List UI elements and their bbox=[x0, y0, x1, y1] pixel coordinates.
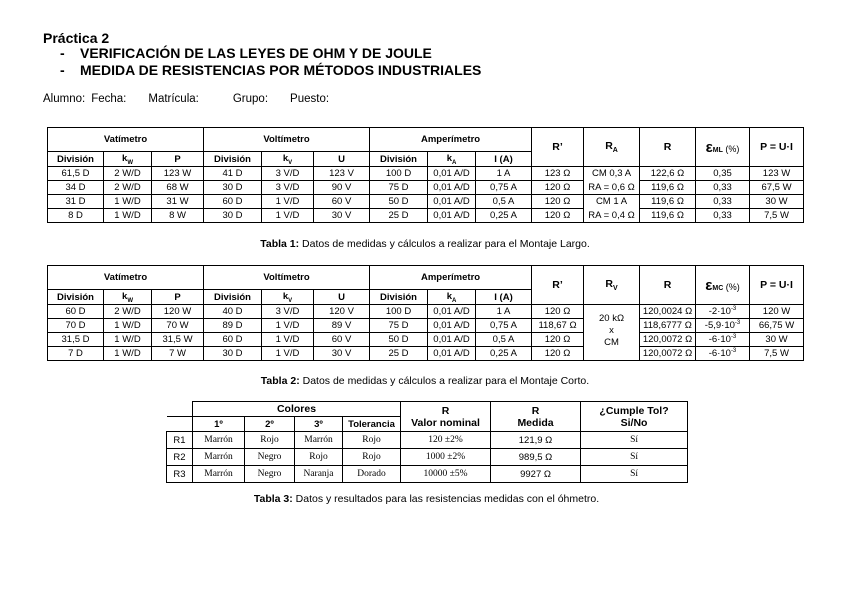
cell: 100 D bbox=[370, 305, 428, 319]
cell: 30 V bbox=[314, 347, 370, 361]
sub-division: División bbox=[48, 290, 104, 305]
cell: Rojo bbox=[295, 449, 343, 466]
cell: 7 W bbox=[152, 347, 204, 361]
heading-item-1-text: VERIFICACIÓN DE LAS LEYES DE OHM Y DE JOULE bbox=[80, 45, 432, 61]
cell: 120 W bbox=[750, 305, 804, 319]
cell: 120 Ω bbox=[532, 209, 584, 223]
cell: Rojo bbox=[343, 432, 401, 449]
heading-item-2: - MEDIDA DE RESISTENCIAS POR MÉTODOS INDUSTRIALES bbox=[60, 62, 482, 78]
cell: Dorado bbox=[343, 466, 401, 483]
sub-kv: $k_V$ bbox=[262, 152, 314, 167]
cell: 30 V bbox=[314, 209, 370, 223]
table-row bbox=[48, 195, 804, 209]
cell: 120,0072 Ω bbox=[640, 333, 696, 347]
cell: 89 V bbox=[314, 319, 370, 333]
heading-item-1: - VERIFICACIÓN DE LAS LEYES DE OHM Y DE JOULE bbox=[60, 45, 432, 61]
alumno-field: Alumno: bbox=[43, 93, 86, 105]
cell: 60 V bbox=[314, 195, 370, 209]
cell: Marrón bbox=[295, 432, 343, 449]
cell: 1 A bbox=[476, 167, 532, 181]
header-colores: Colores bbox=[193, 402, 401, 417]
sub-u: U bbox=[314, 152, 370, 167]
sub-division: División bbox=[204, 290, 262, 305]
table-row bbox=[167, 449, 688, 466]
sub-division: División bbox=[370, 290, 428, 305]
cell: 0,5 A bbox=[476, 333, 532, 347]
cell: Sí bbox=[581, 449, 688, 466]
header-eps-ml: εML (%) bbox=[696, 128, 750, 167]
cell: $-5,9\cdot 10^{-3}$ bbox=[696, 319, 750, 333]
header-voltimetro: Voltímetro bbox=[204, 128, 370, 152]
cell: Negro bbox=[245, 466, 295, 483]
cell: 1 V/D bbox=[262, 347, 314, 361]
cell: 120 Ω bbox=[532, 195, 584, 209]
sub-ka: $k_A$ bbox=[428, 152, 476, 167]
cell: 75 D bbox=[370, 319, 428, 333]
sub-division: División bbox=[48, 152, 104, 167]
cell: $-6\cdot 10^{-3}$ bbox=[696, 333, 750, 347]
header-r-prime: R’ bbox=[532, 266, 584, 305]
table2-caption: Tabla 2: Datos de medidas y cálculos a realizar para el Montaje Corto. bbox=[260, 375, 590, 387]
cell: 1 W/D bbox=[104, 319, 152, 333]
cell: Marrón bbox=[193, 466, 245, 483]
cell: 31,5 D bbox=[48, 333, 104, 347]
cell: 60 D bbox=[48, 305, 104, 319]
rv-cell: 20 kΩ x CM bbox=[584, 305, 640, 361]
cell: 1 V/D bbox=[262, 333, 314, 347]
cell: 123 Ω bbox=[532, 167, 584, 181]
cell: Marrón bbox=[193, 449, 245, 466]
cell: 0,01 A/D bbox=[428, 319, 476, 333]
sub-division: División bbox=[204, 152, 262, 167]
cell: 119,6 Ω bbox=[640, 195, 696, 209]
cell: 2 W/D bbox=[104, 181, 152, 195]
ra-cell: RA = 0,4 Ω bbox=[584, 209, 640, 223]
table-row bbox=[48, 319, 804, 333]
cell: 25 D bbox=[370, 347, 428, 361]
ra-cell: CM 1 A bbox=[584, 195, 640, 209]
cell: 8 D bbox=[48, 209, 104, 223]
cell: 0,01 A/D bbox=[428, 167, 476, 181]
ra-cell: CM 0,3 A bbox=[584, 167, 640, 181]
cell: 0,5 A bbox=[476, 195, 532, 209]
cell: 30 D bbox=[204, 347, 262, 361]
cell: 7,5 W bbox=[750, 209, 804, 223]
header-amperimetro: Amperímetro bbox=[370, 266, 532, 290]
sub-color-3: 3º bbox=[295, 417, 343, 432]
cell: 120,0024 Ω bbox=[640, 305, 696, 319]
cell: 2 W/D bbox=[104, 167, 152, 181]
cell: 3 V/D bbox=[262, 167, 314, 181]
cell: 10000 ±5% bbox=[401, 466, 491, 483]
cell: 122,6 Ω bbox=[640, 167, 696, 181]
cell: 1 W/D bbox=[104, 347, 152, 361]
cell: 75 D bbox=[370, 181, 428, 195]
header-vatimetro: Vatímetro bbox=[48, 128, 204, 152]
cell: Sí bbox=[581, 432, 688, 449]
puesto-field: Puesto: bbox=[290, 93, 330, 105]
header-vatimetro: Vatímetro bbox=[48, 266, 204, 290]
cell: 3 V/D bbox=[262, 305, 314, 319]
matricula-field: Matrícula: bbox=[148, 93, 199, 105]
sub-p: P bbox=[152, 152, 204, 167]
cell: 60 V bbox=[314, 333, 370, 347]
cell: 90 V bbox=[314, 181, 370, 195]
table-ohmetro bbox=[166, 401, 688, 483]
cell: 119,6 Ω bbox=[640, 209, 696, 223]
cell: 0,75 A bbox=[476, 181, 532, 195]
sub-i: I (A) bbox=[476, 152, 532, 167]
sub-division: División bbox=[370, 152, 428, 167]
cell: 68 W bbox=[152, 181, 204, 195]
cell: 66,75 W bbox=[750, 319, 804, 333]
table-row bbox=[48, 305, 804, 319]
page-title: Práctica 2 bbox=[43, 30, 110, 46]
cell: 0,01 A/D bbox=[428, 347, 476, 361]
sub-color-2: 2º bbox=[245, 417, 295, 432]
table-row bbox=[48, 333, 804, 347]
cell: 50 D bbox=[370, 333, 428, 347]
cell: 1 V/D bbox=[262, 319, 314, 333]
heading-item-2-text: MEDIDA DE RESISTENCIAS POR MÉTODOS INDUSTRIALES bbox=[80, 62, 482, 78]
cell: 123 W bbox=[152, 167, 204, 181]
table-montaje-largo bbox=[47, 127, 804, 223]
sub-tolerancia: Tolerancia bbox=[343, 417, 401, 432]
header-r-medida: R Medida bbox=[491, 402, 581, 432]
cell: 1 V/D bbox=[262, 209, 314, 223]
sub-kw: $k_W$ bbox=[104, 290, 152, 305]
cell: 89 D bbox=[204, 319, 262, 333]
cell: Rojo bbox=[343, 449, 401, 466]
cell: 100 D bbox=[370, 167, 428, 181]
cell: 41 D bbox=[204, 167, 262, 181]
cell: 70 W bbox=[152, 319, 204, 333]
cell: $-2\cdot 10^{-3}$ bbox=[696, 305, 750, 319]
cell: 1 V/D bbox=[262, 195, 314, 209]
cell: 70 D bbox=[48, 319, 104, 333]
sub-p: P bbox=[152, 290, 204, 305]
fecha-field: Fecha: bbox=[91, 93, 127, 105]
cell: 0,01 A/D bbox=[428, 333, 476, 347]
cell: 120 Ω bbox=[532, 347, 584, 361]
cell: 8 W bbox=[152, 209, 204, 223]
cell: 120 ±2% bbox=[401, 432, 491, 449]
cell: 0,33 bbox=[696, 195, 750, 209]
cell: 120,0072 Ω bbox=[640, 347, 696, 361]
cell: 31 W bbox=[152, 195, 204, 209]
cell: 7 D bbox=[48, 347, 104, 361]
cell: 60 D bbox=[204, 195, 262, 209]
cell: 30 D bbox=[204, 209, 262, 223]
sub-ka: $k_A$ bbox=[428, 290, 476, 305]
cell: 0,25 A bbox=[476, 347, 532, 361]
header-amperimetro: Amperímetro bbox=[370, 128, 532, 152]
table-row bbox=[48, 209, 804, 223]
cell: 123 W bbox=[750, 167, 804, 181]
cell: 0,01 A/D bbox=[428, 181, 476, 195]
cell: 123 V bbox=[314, 167, 370, 181]
table-montaje-corto bbox=[47, 265, 804, 361]
cell: Marrón bbox=[193, 432, 245, 449]
cell: 1000 ±2% bbox=[401, 449, 491, 466]
cell: 3 V/D bbox=[262, 181, 314, 195]
cell: Rojo bbox=[245, 432, 295, 449]
header-r: R bbox=[640, 266, 696, 305]
cell: 120 Ω bbox=[532, 181, 584, 195]
cell: 0,01 A/D bbox=[428, 195, 476, 209]
cell: R2 bbox=[167, 449, 193, 466]
cell: 30 W bbox=[750, 195, 804, 209]
cell bbox=[167, 402, 193, 417]
cell: 25 D bbox=[370, 209, 428, 223]
cell: 0,33 bbox=[696, 209, 750, 223]
cell: Naranja bbox=[295, 466, 343, 483]
cell: R1 bbox=[167, 432, 193, 449]
cell: 120 W bbox=[152, 305, 204, 319]
cell bbox=[167, 417, 193, 432]
grupo-field: Grupo: bbox=[232, 93, 269, 105]
cell: 120 V bbox=[314, 305, 370, 319]
cell: 31 D bbox=[48, 195, 104, 209]
table-row bbox=[48, 167, 804, 181]
cell: $-6\cdot 10^{-3}$ bbox=[696, 347, 750, 361]
cell: 1 W/D bbox=[104, 209, 152, 223]
cell: 1 W/D bbox=[104, 333, 152, 347]
cell: 989,5 Ω bbox=[491, 449, 581, 466]
sub-color-1: 1º bbox=[193, 417, 245, 432]
header-voltimetro: Voltímetro bbox=[204, 266, 370, 290]
table1-caption: Tabla 1: Datos de medidas y cálculos a realizar para el Montaje Largo. bbox=[260, 238, 590, 250]
cell: 1 W/D bbox=[104, 195, 152, 209]
header-p-ui: P = U·I bbox=[750, 128, 804, 167]
cell: 30 D bbox=[204, 181, 262, 195]
cell: 120 Ω bbox=[532, 305, 584, 319]
cell: 119,6 Ω bbox=[640, 181, 696, 195]
table-row bbox=[48, 181, 804, 195]
table-row bbox=[167, 432, 688, 449]
ra-cell: RA = 0,6 Ω bbox=[584, 181, 640, 195]
cell: 0,25 A bbox=[476, 209, 532, 223]
cell: 1 A bbox=[476, 305, 532, 319]
cell: R3 bbox=[167, 466, 193, 483]
header-r-nominal: R Valor nominal bbox=[401, 402, 491, 432]
header-r: R bbox=[640, 128, 696, 167]
header-ra: $R_A$ bbox=[584, 128, 640, 167]
student-fields bbox=[43, 93, 343, 105]
cell: 121,9 Ω bbox=[491, 432, 581, 449]
cell: 0,01 A/D bbox=[428, 209, 476, 223]
sub-kv: $k_V$ bbox=[262, 290, 314, 305]
cell: 60 D bbox=[204, 333, 262, 347]
cell: 34 D bbox=[48, 181, 104, 195]
cell: 0,75 A bbox=[476, 319, 532, 333]
cell: Sí bbox=[581, 466, 688, 483]
cell: 118,67 Ω bbox=[532, 319, 584, 333]
header-p-ui: P = U·I bbox=[750, 266, 804, 305]
cell: 0,35 bbox=[696, 167, 750, 181]
table3-caption: Tabla 3: Datos y resultados para las resistencias medidas con el óhmetro. bbox=[253, 493, 600, 505]
sub-i: I (A) bbox=[476, 290, 532, 305]
cell: 120 Ω bbox=[532, 333, 584, 347]
cell: Negro bbox=[245, 449, 295, 466]
header-eps-mc: εMC (%) bbox=[696, 266, 750, 305]
cell: 61,5 D bbox=[48, 167, 104, 181]
sub-kw: $k_W$ bbox=[104, 152, 152, 167]
cell: 118,6777 Ω bbox=[640, 319, 696, 333]
cell: 40 D bbox=[204, 305, 262, 319]
header-r-prime: R’ bbox=[532, 128, 584, 167]
cell: 67,5 W bbox=[750, 181, 804, 195]
cell: 9927 Ω bbox=[491, 466, 581, 483]
cell: 30 W bbox=[750, 333, 804, 347]
cell: 0,33 bbox=[696, 181, 750, 195]
table-row bbox=[48, 347, 804, 361]
cell: 7,5 W bbox=[750, 347, 804, 361]
table-row bbox=[167, 466, 688, 483]
cell: 50 D bbox=[370, 195, 428, 209]
cell: 2 W/D bbox=[104, 305, 152, 319]
header-rv: $R_V$ bbox=[584, 266, 640, 305]
sub-u: U bbox=[314, 290, 370, 305]
cell: 31,5 W bbox=[152, 333, 204, 347]
header-cumple: ¿Cumple Tol? Si/No bbox=[581, 402, 688, 432]
cell: 0,01 A/D bbox=[428, 305, 476, 319]
